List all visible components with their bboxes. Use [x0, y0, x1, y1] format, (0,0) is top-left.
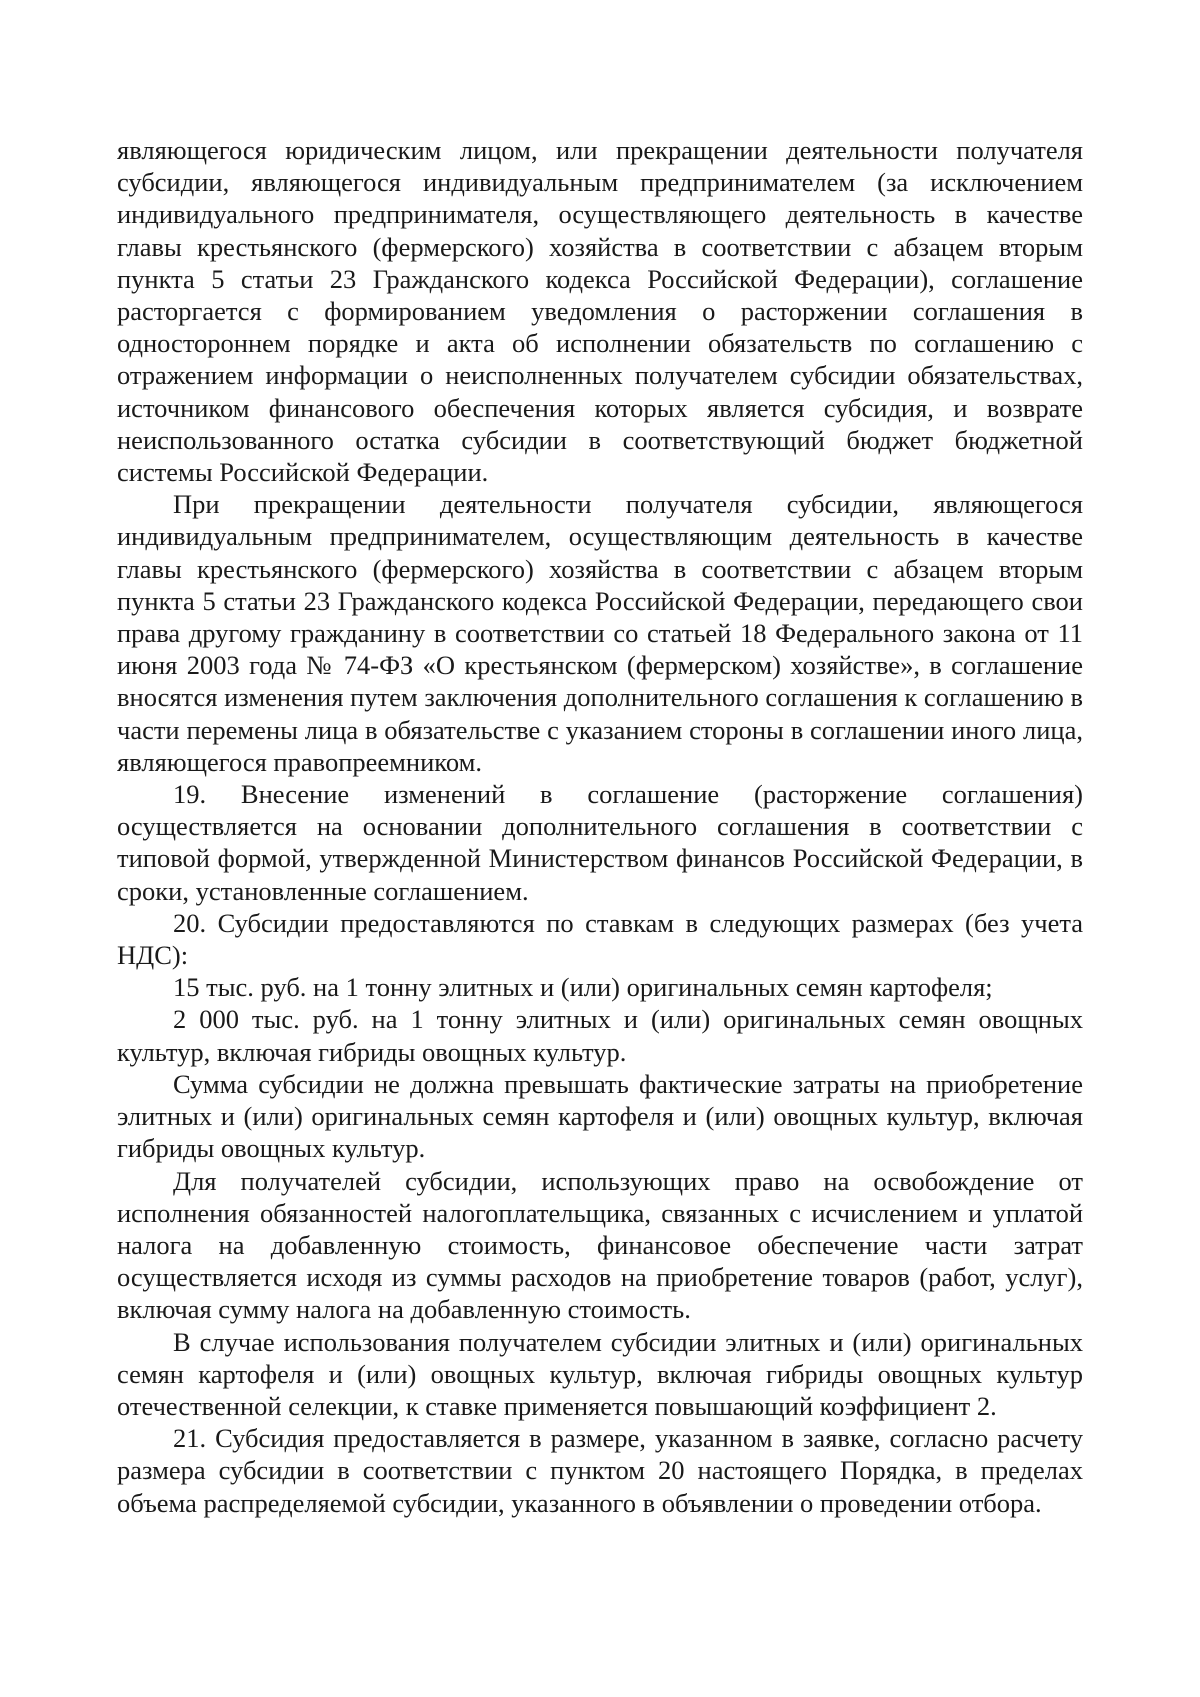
paragraph-domestic-coefficient: В случае использования получателем субсидии элитных и (или) оригинальных семян картофеля и (или) овощных культур, включая гибриды овощных культур отечественной селекции, к ставке применяется повышающий коэффициент 2. — [117, 1326, 1083, 1421]
paragraph-item-21: 21. Субсидия предоставляется в размере, указанном в заявке, согласно расчету размера субсидии в соответствии с пунктом 20 настоящего Порядка, в пределах объема распределяемой субсидии, указанного в объявлении о проведении отбора. — [117, 1423, 1083, 1518]
paragraph-ip-farm-succession: При прекращении деятельности получателя субсидии, являющегося индивидуальным предпринимателем, осуществляющим деятельность в качестве главы крестьянского (фермерского) хозяйства в соответствии с абзацем вторым пункта 5 статьи 23 Гражданского кодекса Российской Федерации, передающего свои права другому гражданину в соответствии со статьей 18 Федерального закона от 11 июня 2003 года № 74-ФЗ «О крестьянском (фермерском) хозяйстве», в соглашение вносятся изменения путем заключения дополнительного соглашения к соглашению в части перемены лица в обязательстве с указанием стороны в соглашении иного лица, являющегося правопреемником. — [117, 489, 1083, 777]
paragraph-termination-continuation: являющегося юридическим лицом, или прекращении деятельности получателя субсидии, являющегося индивидуальным предпринимателем (за исключением индивидуального предпринимателя, осуществляющего деятельность в качестве главы крестьянского (фермерского) хозяйства в соответствии с абзацем вторым пункта 5 статьи 23 Гражданского кодекса Российской Федерации), соглашение расторгается с формированием уведомления о расторжении соглашения в одностороннем порядке и акта об исполнении обязательств по соглашению с отражением информации о неисполненных получателем субсидии обязательствах, источником финансового обеспечения которых является субсидия, и возврате неиспользованного остатка субсидии в соответствующий бюджет бюджетной системы Российской Федерации. — [117, 135, 1083, 488]
paragraph-vat-exempt: Для получателей субсидии, использующих право на освобождение от исполнения обязанностей налогоплательщика, связанных с исчислением и уплатой налога на добавленную стоимость, финансовое обеспечение части затрат осуществляется исходя из суммы расходов на приобретение товаров (работ, услуг), включая сумму налога на добавленную стоимость. — [117, 1165, 1083, 1325]
document-page — [117, 134, 1083, 1519]
paragraph-subsidy-limit: Сумма субсидии не должна превышать фактические затраты на приобретение элитных и (или) оригинальных семян картофеля и (или) овощных культур, включая гибриды овощных культур. — [117, 1068, 1083, 1164]
paragraph-item-19: 19. Внесение изменений в соглашение (расторжение соглашения) осуществляется на основании дополнительного соглашения в соответствии с типовой формой, утвержденной Министерством финансов Российской Федерации, в сроки, установленные соглашением. — [117, 779, 1083, 906]
rate-potato: 15 тыс. руб. на 1 тонну элитных и (или) оригинальных семян картофеля; — [173, 972, 993, 1003]
rate-vegetables: 2 000 тыс. руб. на 1 тонну элитных и (или) оригинальных семян овощных культур, включая гибриды овощных культур. — [117, 1004, 1083, 1067]
paragraph-item-20: 20. Субсидии предоставляются по ставкам в следующих размерах (без учета НДС): — [117, 907, 1083, 971]
